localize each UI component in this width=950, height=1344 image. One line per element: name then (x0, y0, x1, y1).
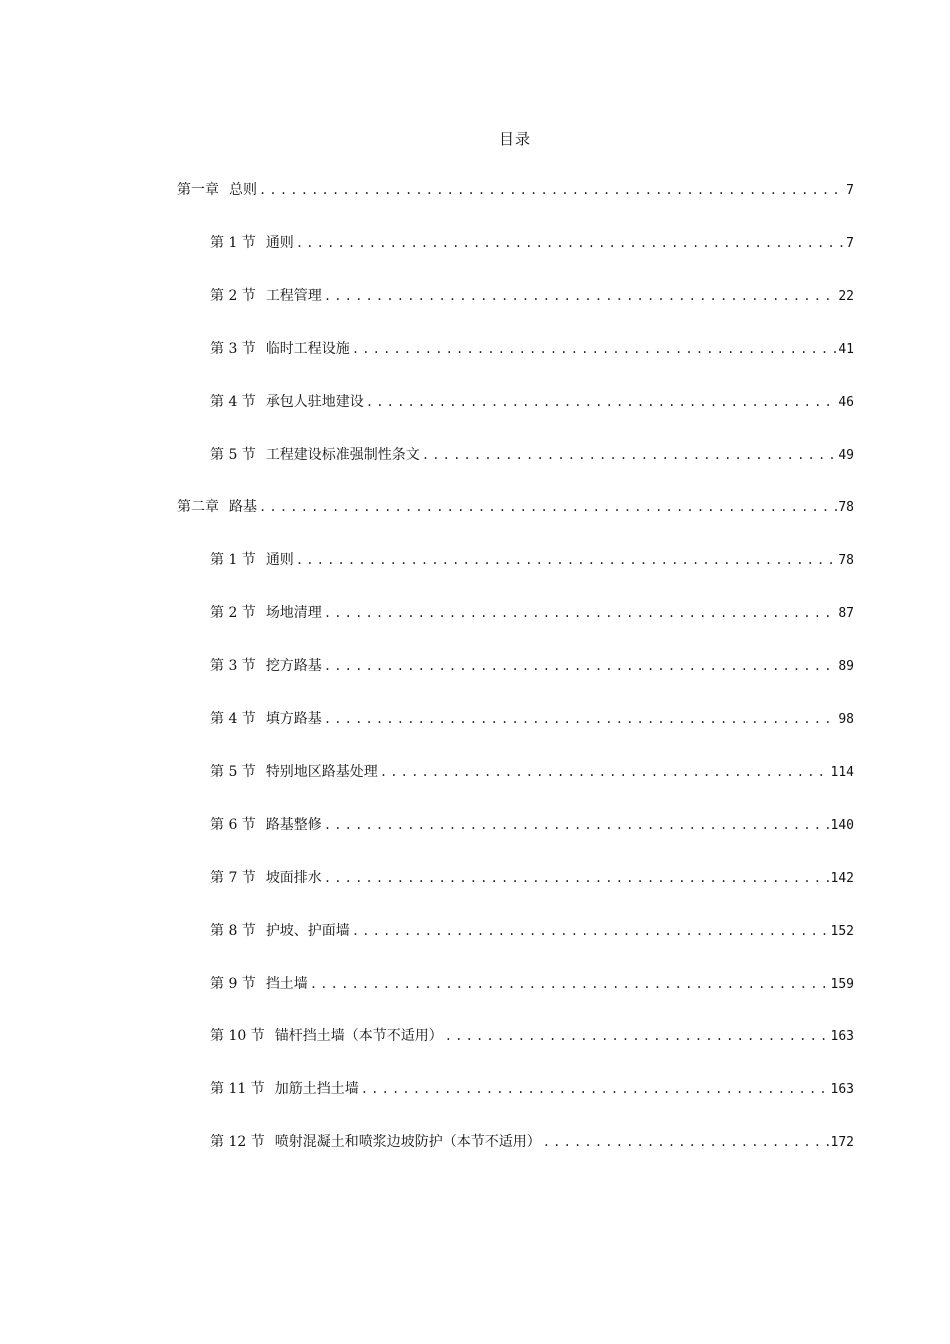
toc-section-entry[interactable] (210, 233, 854, 253)
toc-section-entry[interactable] (210, 815, 854, 835)
toc-page-number: 89 (838, 659, 854, 674)
toc-entry-title: 特别地区路基处理 (265, 764, 378, 780)
toc-entry-number: 第 1 节 (210, 235, 256, 251)
toc-entry-number: 第一章 (177, 182, 219, 198)
toc-chapter-entry[interactable] (177, 180, 854, 200)
toc-entry-number: 第 6 节 (210, 817, 256, 833)
toc-entry-title: 喷射混凝土和喷浆边坡防护（本节不适用） (274, 1134, 541, 1150)
toc-entry-number: 第 12 节 (210, 1134, 265, 1150)
toc-entry-title: 总则 (229, 182, 257, 198)
toc-entry-number: 第 2 节 (210, 288, 256, 304)
toc-section-entry[interactable] (210, 709, 854, 729)
toc-entry-number: 第二章 (177, 499, 219, 515)
toc-entry-label (210, 1026, 443, 1046)
toc-entry-title: 承包人驻地建设 (265, 394, 364, 410)
toc-section-entry[interactable] (210, 392, 854, 412)
toc-dot-leader (352, 921, 830, 941)
toc-entry-title: 加筋土挡土墙 (274, 1081, 359, 1097)
toc-entry-title: 工程建设标准强制性条文 (265, 447, 420, 463)
toc-entry-label (177, 180, 257, 200)
toc-entry-label (210, 286, 322, 306)
toc-page-number: 142 (830, 871, 854, 886)
toc-entry-label (177, 497, 257, 517)
toc-entry-label (210, 1079, 359, 1099)
toc-dot-leader (324, 656, 838, 676)
toc-page-number: 22 (838, 289, 854, 304)
toc-page-number: 46 (838, 395, 854, 410)
toc-entry-number: 第 5 节 (210, 764, 256, 780)
toc-entry-label (210, 815, 322, 835)
toc-entry-number: 第 8 节 (210, 923, 256, 939)
toc-entry-title: 通则 (265, 552, 294, 568)
toc-section-entry[interactable] (210, 445, 854, 465)
toc-entry-label (210, 233, 294, 253)
toc-page-number: 159 (830, 977, 854, 992)
toc-entry-title: 护坡、护面墙 (265, 923, 350, 939)
toc-section-entry[interactable] (210, 762, 854, 782)
toc-entry-label (210, 868, 322, 888)
toc-entry-title: 坡面排水 (265, 870, 322, 886)
toc-entry-title: 锚杆挡土墙（本节不适用） (274, 1028, 443, 1044)
toc-entry-label (210, 550, 294, 570)
toc-dot-leader (310, 974, 830, 994)
toc-page-number: 49 (838, 448, 854, 463)
toc-entry-title: 场地清理 (265, 605, 322, 621)
toc-section-entry[interactable] (210, 339, 854, 359)
toc-dot-leader (324, 815, 830, 835)
toc-section-entry[interactable] (210, 1026, 854, 1046)
toc-section-entry[interactable] (210, 656, 854, 676)
toc-entry-title: 路基整修 (265, 817, 322, 833)
toc-entry-number: 第 5 节 (210, 447, 256, 463)
toc-page-number: 87 (838, 606, 854, 621)
toc-entry-title: 填方路基 (265, 711, 322, 727)
toc-entry-label (210, 709, 322, 729)
toc-section-entry[interactable] (210, 1079, 854, 1099)
toc-page-number: 7 (846, 183, 854, 198)
toc-page-number: 163 (830, 1082, 854, 1097)
toc-entry-number: 第 3 节 (210, 658, 256, 674)
toc-entry-number: 第 1 节 (210, 552, 256, 568)
toc-section-entry[interactable] (210, 550, 854, 570)
toc-dot-leader (259, 497, 837, 517)
toc-entry-number: 第 11 节 (210, 1081, 265, 1097)
toc-section-entry[interactable] (210, 1132, 854, 1152)
toc-dot-leader (445, 1026, 830, 1046)
toc-entry-label (210, 445, 420, 465)
toc-entry-label (210, 656, 322, 676)
toc-section-entry[interactable] (210, 868, 854, 888)
toc-dot-leader (366, 392, 838, 412)
toc-dot-leader (380, 762, 830, 782)
toc-section-entry[interactable] (210, 974, 854, 994)
toc-chapter-entry[interactable] (177, 497, 854, 517)
toc-title: 目录 (498, 130, 531, 148)
toc-entry-title: 挖方路基 (265, 658, 322, 674)
toc-page-number: 172 (830, 1135, 854, 1150)
toc-entry-label (210, 762, 378, 782)
toc-entry-number: 第 10 节 (210, 1028, 265, 1044)
toc-page-number: 78 (838, 500, 854, 515)
toc-entry-label (210, 974, 308, 994)
toc-section-entry[interactable] (210, 921, 854, 941)
toc-page-number: 7 (846, 236, 854, 251)
toc-entry-label (210, 1132, 541, 1152)
toc-page-number: 152 (830, 924, 854, 939)
toc-dot-leader (259, 180, 845, 200)
toc-page-number: 98 (838, 712, 854, 727)
toc-entry-title: 临时工程设施 (265, 341, 350, 357)
toc-dot-leader (324, 286, 838, 306)
toc-dot-leader (352, 339, 838, 359)
toc-page-number: 114 (830, 765, 854, 780)
toc-entry-title: 路基 (229, 499, 257, 515)
toc-entry-number: 第 7 节 (210, 870, 256, 886)
toc-page-number: 78 (838, 553, 854, 568)
toc-entry-label (210, 921, 350, 941)
toc-dot-leader (296, 233, 845, 253)
toc-page-number: 163 (830, 1029, 854, 1044)
toc-dot-leader (324, 709, 838, 729)
toc-section-entry[interactable] (210, 286, 854, 306)
toc-dot-leader (296, 550, 838, 570)
toc-section-entry[interactable] (210, 603, 854, 623)
toc-dot-leader (324, 868, 830, 888)
toc-entry-number: 第 4 节 (210, 711, 256, 727)
toc-entry-label (210, 603, 322, 623)
toc-entry-title: 工程管理 (265, 288, 322, 304)
toc-dot-leader (543, 1132, 830, 1152)
toc-dot-leader (361, 1079, 830, 1099)
toc-entry-number: 第 9 节 (210, 976, 256, 992)
toc-entry-label (210, 339, 350, 359)
toc-entry-label (210, 392, 364, 412)
toc-dot-leader (422, 445, 838, 465)
toc-entry-number: 第 3 节 (210, 341, 256, 357)
toc-dot-leader (324, 603, 838, 623)
toc-entry-title: 挡土墙 (265, 976, 308, 992)
toc-page-number: 41 (838, 342, 854, 357)
toc-entry-title: 通则 (265, 235, 294, 251)
toc-entry-number: 第 2 节 (210, 605, 256, 621)
toc-entry-number: 第 4 节 (210, 394, 256, 410)
toc-page-number: 140 (830, 818, 854, 833)
